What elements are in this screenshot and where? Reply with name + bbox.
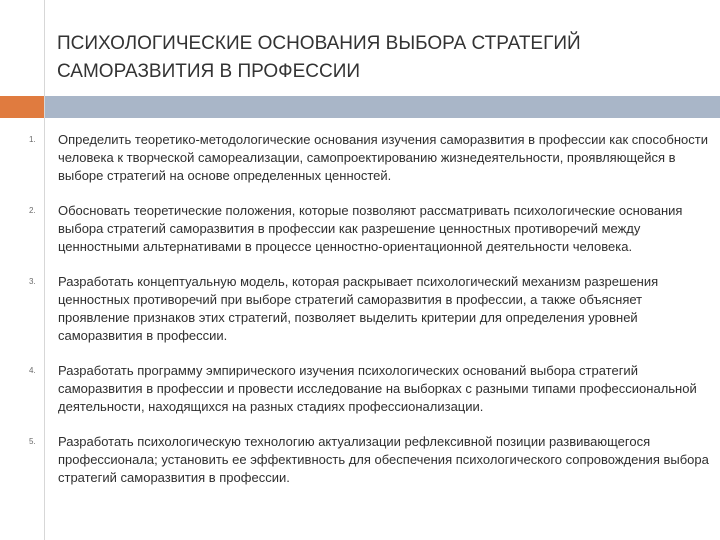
list-item xyxy=(0,131,720,185)
title-underline-bar xyxy=(0,96,720,118)
list-item xyxy=(0,362,720,416)
list-item-text: Разработать концептуальную модель, которая раскрывает психологический механизм разрешения ценностных противоречий при выборе стратегий саморазвития в профессии, а также объясняет проявление признаков этих стратегий, позволяет выделить критерии для определения уровней саморазвития в профессии. xyxy=(58,274,659,343)
accent-bar-orange xyxy=(0,96,44,118)
accent-bar-blue xyxy=(45,96,720,118)
list-item-number: 4. xyxy=(29,366,36,375)
list-item xyxy=(0,433,720,487)
list-item xyxy=(0,202,720,256)
list-item xyxy=(0,273,720,345)
slide-title: ПСИХОЛОГИЧЕСКИЕ ОСНОВАНИЯ ВЫБОРА СТРАТЕГИЙ САМОРАЗВИТИЯ В ПРОФЕССИИ xyxy=(57,33,581,82)
list-item-text: Разработать программу эмпирического изучения психологических оснований выбора стратегий саморазвития в профессии и провести исследование на выборках с разными типами профессиональной деятельности, находящихся на разных стадиях профессионализации. xyxy=(58,363,697,414)
list-item-text: Разработать психологическую технологию актуализации рефлексивной позиции развивающегося профессионала; установить ее эффективность для обеспечения психологического сопровождения выбора стратегий саморазвития в профессии. xyxy=(58,434,709,485)
list-item-number: 3. xyxy=(29,277,36,286)
list-item-number: 1. xyxy=(29,135,36,144)
list-item-text: Определить теоретико-методологические основания изучения саморазвития в профессии как способности человека к творческой самореализации, самопроектированию жизнедеятельности, проявляющейся в выборе стратегий на основе определенных ценностей. xyxy=(58,132,708,183)
list-item-number: 2. xyxy=(29,206,36,215)
list-item-number: 5. xyxy=(29,437,36,446)
task-list xyxy=(0,131,720,504)
list-item-text: Обосновать теоретические положения, которые позволяют рассматривать психологические основания выбора стратегий саморазвития в профессии как разрешение ценностных противоречий между ценностными альтернативами в процессе ценностно-ориентационной деятельности человека. xyxy=(58,203,683,254)
